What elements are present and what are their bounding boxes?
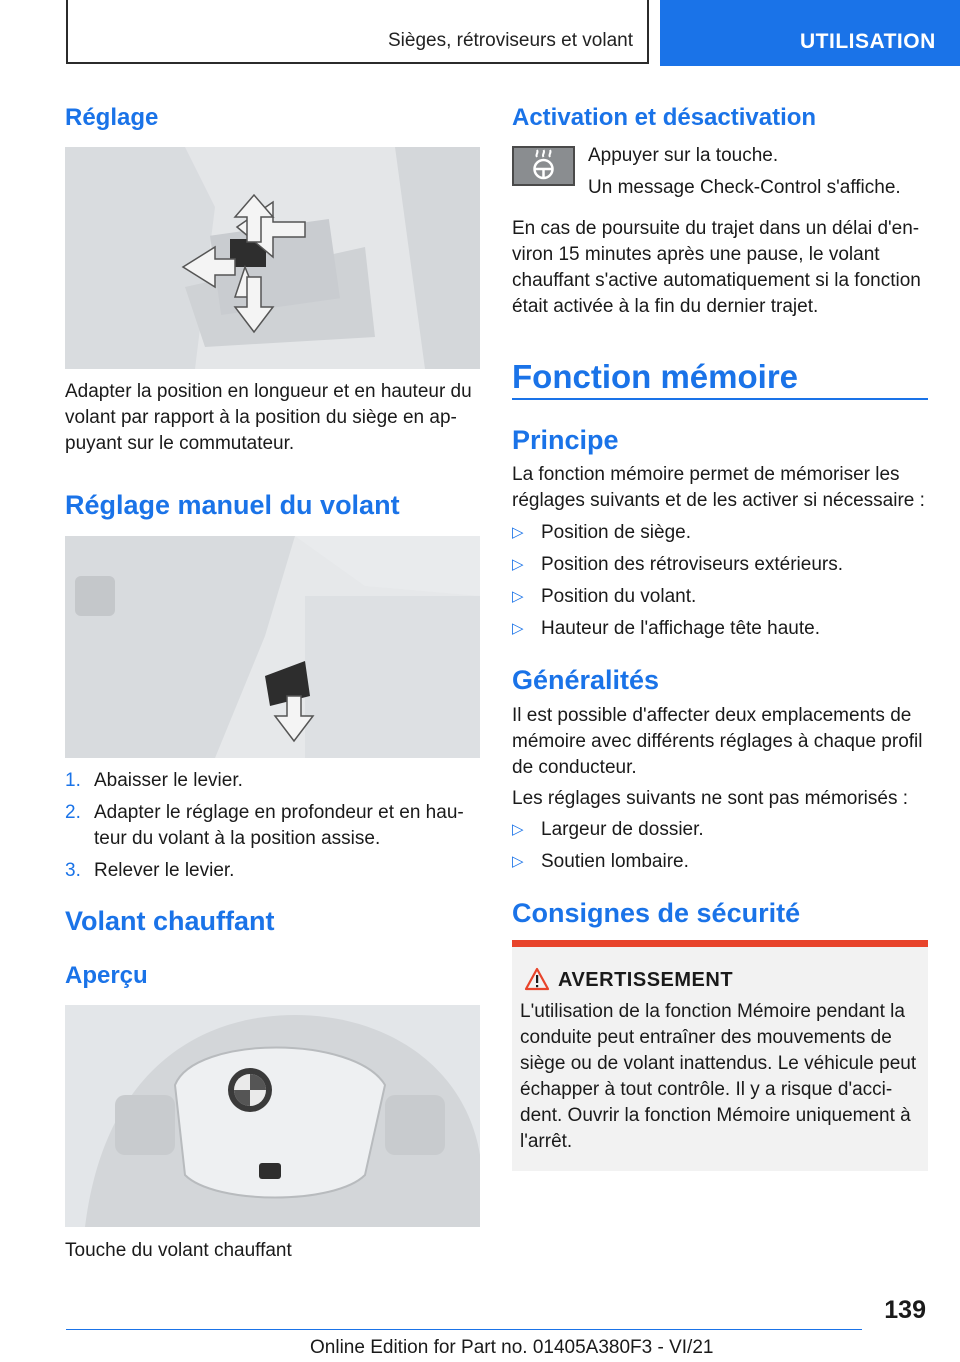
triangle-bullet-icon: ▷	[512, 588, 524, 605]
heated-wheel-button-icon	[512, 146, 575, 186]
step-number: 3.	[65, 860, 81, 881]
heading-volant-chauffant: Volant chauffant	[65, 906, 275, 936]
item-text: Position de siège.	[541, 522, 691, 543]
section-title: UTILISATION	[800, 30, 936, 53]
heading-apercu: Aperçu	[65, 962, 148, 989]
section-rule	[512, 398, 928, 400]
heading-reglage-manuel: Réglage manuel du volant	[65, 490, 400, 520]
heading-consignes-securite: Consignes de sécurité	[512, 898, 801, 928]
triangle-bullet-icon: ▷	[512, 853, 524, 870]
heading-fonction-memoire: Fonction mémoire	[512, 358, 799, 395]
item-text: Soutien lombaire.	[541, 851, 689, 872]
reglage-paragraph	[65, 379, 480, 457]
generalites-paragraph: Il est possible d'affecter deux emplacements de mémoire avec différents réglages à chaque profil de conducteur.	[512, 705, 923, 778]
triangle-bullet-icon: ▷	[512, 821, 524, 838]
triangle-bullet-icon: ▷	[512, 620, 524, 637]
warning-bar	[512, 940, 928, 947]
page-number: 139	[884, 1296, 926, 1324]
step-text: Adapter le réglage en profondeur et en hau-	[94, 802, 464, 823]
triangle-bullet-icon: ▷	[512, 524, 524, 541]
step-number: 1.	[65, 770, 81, 791]
item-text: Hauteur de l'affichage tête haute.	[541, 618, 820, 639]
manuel-step-2-cont	[65, 826, 480, 852]
manuel-step-3	[65, 858, 480, 884]
activation-paragraph: En cas de poursuite du trajet dans un délai d'en-viron 15 minutes après une pause, le volant chauffant s'active automatiquement si la fonction était activée à la fin du dernier trajet.	[512, 218, 921, 317]
section-tab[interactable]	[660, 0, 960, 66]
chapter-title: Sièges, rétroviseurs et volant	[387, 30, 633, 51]
footer-edition: Online Edition for Part no. 01405A380F3 - VI/21	[310, 1337, 714, 1358]
item-text: Largeur de dossier.	[541, 819, 704, 840]
step-number: 2.	[65, 802, 81, 823]
manuel-step-1	[65, 768, 480, 794]
triangle-bullet-icon: ▷	[512, 556, 524, 573]
non-memorises-paragraph: Les réglages suivants ne sont pas mémorisés :	[512, 788, 909, 809]
step-text: Relever le levier.	[94, 860, 235, 881]
principe-paragraph: La fonction mémoire permet de mémoriser les réglages suivants et de les activer si nécessaire :	[512, 464, 925, 511]
heading-reglage: Réglage	[65, 104, 159, 131]
warning-triangle-icon	[524, 967, 550, 996]
step-text: Abaisser le levier.	[94, 770, 243, 791]
item-text: Position des rétroviseurs extérieurs.	[541, 554, 844, 575]
heading-generalites: Généralités	[512, 665, 660, 695]
warning-title: AVERTISSEMENT	[558, 969, 734, 991]
activation-line-2: Un message Check-Control s'affiche.	[588, 177, 901, 198]
steering-wheel-figure	[65, 1005, 480, 1227]
warning-box	[512, 940, 928, 1171]
footer-rule	[66, 1329, 862, 1330]
steering-lever-figure	[65, 536, 480, 758]
warning-text: L'utilisation de la fonction Mémoire pendant la conduite peut entraîner des mouvements de siège ou de volant inattendus. Le véhicule peut échapper à tout contrôle. Il y a risque d'acci-dent. Ouvrir la fonction Mémoire uniquement à l'arrêt.	[520, 1001, 917, 1152]
activation-line-1: Appuyer sur la touche.	[588, 145, 779, 166]
reglage-text: Adapter la position en longueur et en hauteur du volant par rapport à la position du siège en ap-puyant sur le commutateur.	[65, 381, 472, 454]
chapter-header	[66, 0, 649, 64]
heading-principe: Principe	[512, 425, 619, 455]
apercu-caption: Touche du volant chauffant	[65, 1240, 292, 1261]
heading-activation: Activation et désactivation	[512, 104, 817, 131]
item-text: Position du volant.	[541, 586, 697, 607]
steering-switch-figure	[65, 147, 480, 369]
manuel-step-2	[65, 800, 480, 826]
step-text: teur du volant à la position assise.	[94, 828, 381, 849]
